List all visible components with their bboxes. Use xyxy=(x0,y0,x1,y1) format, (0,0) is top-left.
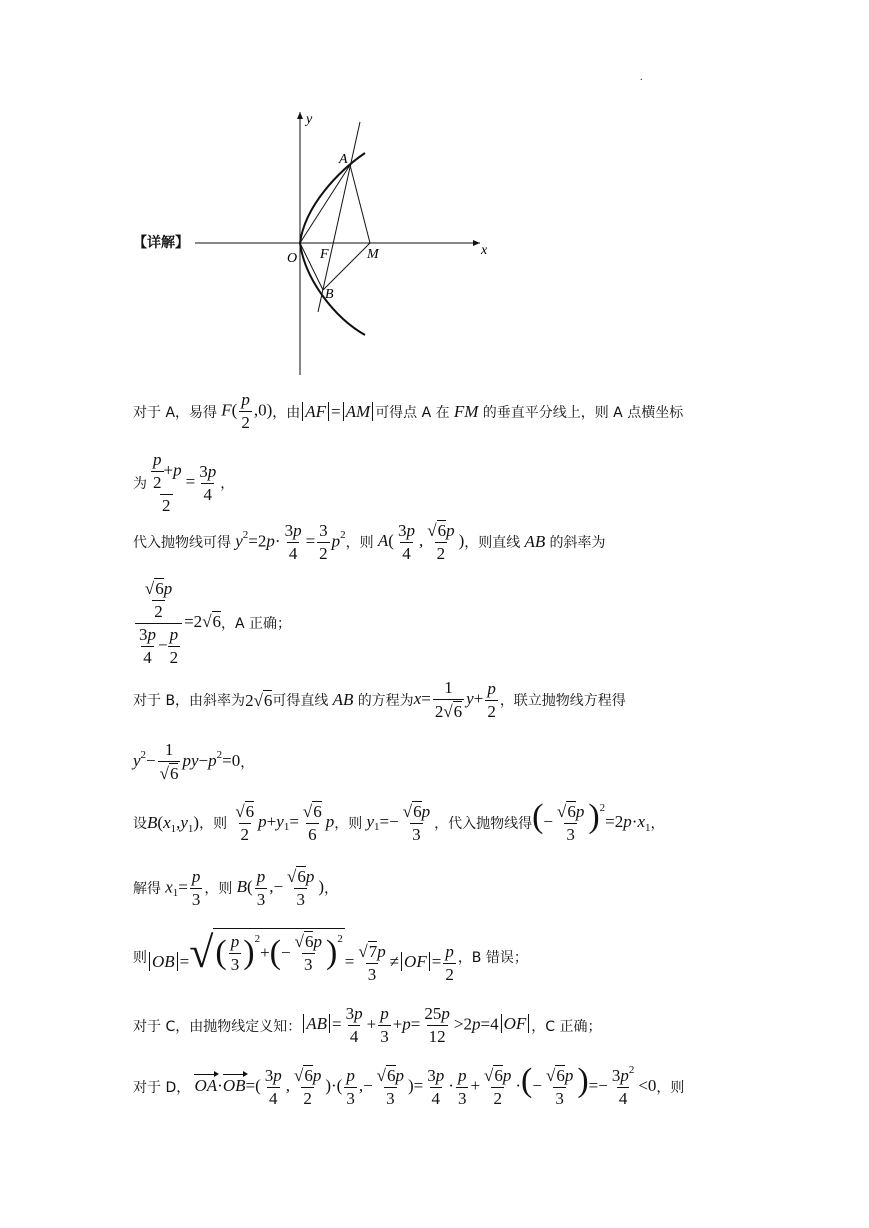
line-b3: 设 $B(x_1,y_1)$ ，则 √ 6 2 $p+y_1=$ √ 6 6 p ，则 $y_1=-$ √ 6 p 3 ，代入抛物线得 (− √ 6 p 3 )$^2=2p\cdot x_1$ ， xyxy=(133,798,665,845)
label-M: M xyxy=(367,247,379,262)
label-O: O xyxy=(287,251,298,266)
segment-AM xyxy=(350,165,370,243)
line-c1: 对于 C，由抛物线定义知： AB = $\frac{3p}{4}$ + $\frac{p}{3}$ +p= $\frac{25p}{12}$ >2p=4 OF ，C 正确； xyxy=(133,1004,602,1046)
line-AB xyxy=(318,122,360,312)
label-y: y xyxy=(306,112,313,127)
segment-OA xyxy=(300,165,350,243)
label-B: B xyxy=(325,287,334,302)
segment-BM xyxy=(323,243,370,290)
line-a3: 代入抛物线可得 $y^2=2p\cdot$ $\frac{3p}{4}$ = $\frac{3}{2}$ $p^2$ ，则 A( $\frac{3p}{4}$ , √ 6 p 2 ) ，则直线 AB 的斜率为 xyxy=(133,520,606,563)
label-F: F xyxy=(320,247,329,262)
parabola-figure xyxy=(0,0,869,400)
line-d1: 对于 D， OA·OB=( $\frac{3p}{4}$ , √ 6 p 2 )·( $\frac{p}{3}$ ,− √ 6 p 3 )= $\frac{3p}{4}$ · $\frac{p}{3}$ + √ 6 p 2 ·(− √ 6 p 3 )=− $\frac{3p^2}{4}$ <0 ，则 xyxy=(133,1062,685,1109)
line-b2: $y^2-$ 1 √ 6 $py-p^2=0$ ， xyxy=(133,740,255,783)
line-a1: 对于 A，易得 F( $\frac{p}{2}$ ,0) ，由 AF = AM 可得点 A 在 FM 的垂直平分线上，则 A 点横坐标 xyxy=(133,390,684,432)
parabola-curve xyxy=(300,153,365,335)
line-b4: 解得 $x_1=$ $\frac{p}{3}$ ，则 B( $\frac{p}{3}$ ,− √ 6 p 3 ) ， xyxy=(133,866,339,909)
section-heading: 【详解】 xyxy=(133,235,189,251)
line-b1: 对于 B，由斜率为 2 √ 6 可得直线 AB 的方程为 x= 1 2 √ 6 y+ $\frac{p}{2}$ ，联立抛物线方程得 xyxy=(133,678,626,721)
label-x: x xyxy=(481,243,488,258)
line-a2: 为 $\frac{p}{2}$ +p 2 = $\frac{3p}{4}$ ， xyxy=(133,450,235,515)
page-dot: . xyxy=(640,72,643,83)
line-b5: 则 OB = √ ( $\frac{p}{3}$ ) 2 + ( − √ 6 p 3 ) 2 = √ 7 p 3 ≠ OF = $\frac{p}{2}$ ，B 错误； xyxy=(133,928,528,985)
label-A: A xyxy=(339,152,348,167)
line-a4: √ 6 p 2 $\frac{3p}{4}$ − $\frac{p}{2}$ =2 √ 6 ，A 正确； xyxy=(133,578,291,668)
